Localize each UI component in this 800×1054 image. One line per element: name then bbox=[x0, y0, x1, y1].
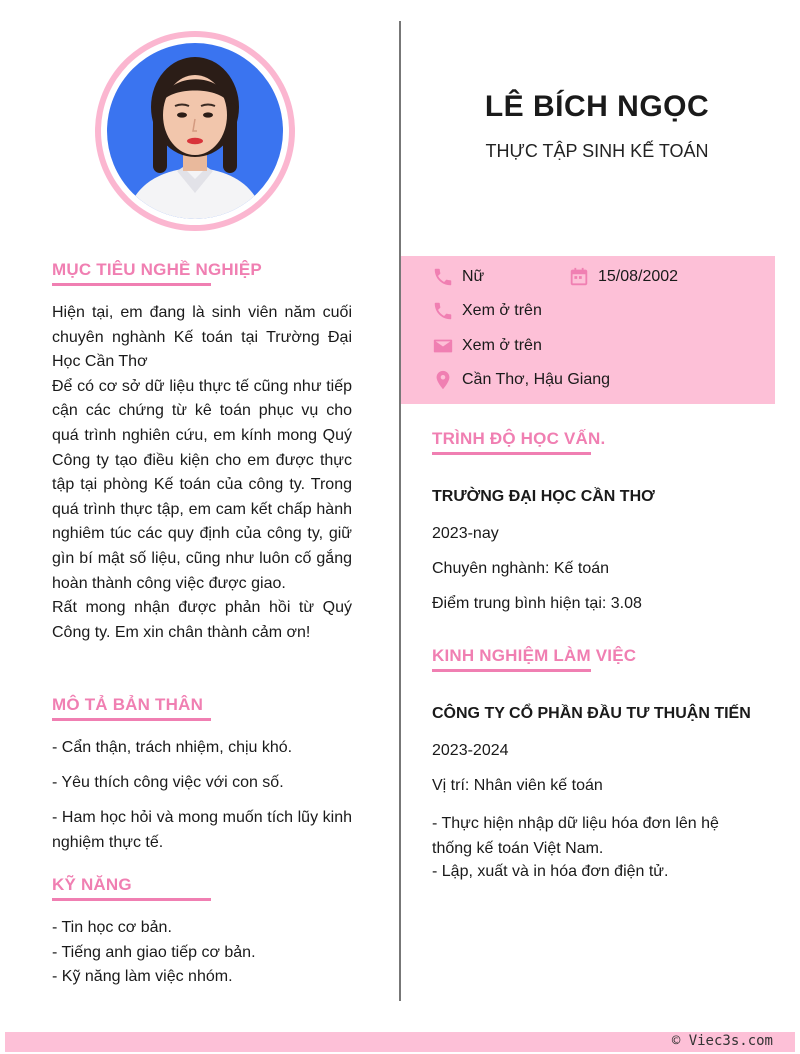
birthdate-value: 15/08/2002 bbox=[598, 268, 679, 285]
career-goal-paragraph: Hiện tại, em đang là sinh viên năm cuối chuyên nghành Kế toán tại Trường Đại Học Cần Thơ bbox=[52, 304, 352, 371]
self-description-underline bbox=[52, 718, 211, 721]
avatar bbox=[95, 31, 295, 231]
phone-icon bbox=[432, 300, 454, 322]
gender-value: Nữ bbox=[462, 268, 485, 285]
skills-heading: KỸ NĂNG bbox=[52, 875, 132, 894]
contact-gender bbox=[432, 266, 484, 288]
career-goal-underline bbox=[52, 283, 211, 286]
experience-period: 2023-2024 bbox=[432, 742, 509, 759]
self-description-item: - Ham học hỏi và mong muốn tích lũy kinh nghiệm thực tế. bbox=[52, 809, 352, 851]
career-goal-text bbox=[52, 301, 352, 645]
contact-birthdate bbox=[568, 266, 678, 288]
skill-item: - Tin học cơ bản. bbox=[52, 919, 172, 936]
contact-box bbox=[401, 256, 775, 404]
career-goal-paragraph: Để có cơ sở dữ liệu thực tế cũng như tiếp cận các chứng từ kê toán phục vụ cho quá trình nghiên cứu, em kính mong Quý Công ty tạo điều kiện cho em được thực tập tại phòng Kế toán của công ty. Trong quá trình thực tập, em cam kết chấp hành nghiêm túc các quy định của công ty, giữ gìn bí mật số liệu, cũng như luôn cố gắng hoàn thành công việc được giao. bbox=[52, 377, 352, 592]
address-value: Cần Thơ, Hậu Giang bbox=[462, 371, 611, 388]
skill-item: - Tiếng anh giao tiếp cơ bản. bbox=[52, 944, 256, 961]
career-goal-heading: MỤC TIÊU NGHỀ NGHIỆP bbox=[52, 260, 262, 279]
education-gpa: Điểm trung bình hiện tại: 3.08 bbox=[432, 595, 642, 612]
company-name: CÔNG TY CỔ PHẦN ĐẦU TƯ THUẬN TIẾN bbox=[432, 705, 751, 722]
column-divider bbox=[399, 21, 401, 1001]
self-description-item: - Cẩn thận, trách nhiệm, chịu khó. bbox=[52, 739, 293, 756]
education-underline bbox=[432, 452, 591, 455]
location-icon bbox=[432, 369, 454, 391]
calendar-icon bbox=[568, 266, 590, 288]
phone-icon bbox=[432, 266, 454, 288]
profile-photo bbox=[107, 43, 283, 219]
self-description-heading: MÔ TẢ BẢN THÂN bbox=[52, 695, 204, 714]
email-value: Xem ở trên bbox=[462, 337, 542, 354]
career-goal-paragraph: Rất mong nhận được phản hồi từ Quý Công ty. Em xin chân thành cảm ơn! bbox=[52, 599, 352, 641]
experience-duty: - Lập, xuất và in hóa đơn điện tử. bbox=[432, 863, 669, 880]
email-icon bbox=[432, 335, 454, 357]
experience-heading: KINH NGHIỆM LÀM VIỆC bbox=[432, 646, 637, 665]
skill-item: - Kỹ năng làm việc nhóm. bbox=[52, 968, 233, 985]
school-name: TRƯỜNG ĐẠI HỌC CẦN THƠ bbox=[432, 488, 655, 505]
experience-position: Vị trí: Nhân viên kế toán bbox=[432, 777, 603, 794]
experience-underline bbox=[432, 669, 591, 672]
skills-underline bbox=[52, 898, 211, 901]
candidate-name: LÊ BÍCH NGỌC bbox=[484, 90, 710, 123]
phone-value: Xem ở trên bbox=[462, 302, 542, 319]
contact-email bbox=[432, 335, 542, 357]
education-major: Chuyên nghành: Kế toán bbox=[432, 560, 610, 577]
candidate-role: THỰC TẬP SINH KẾ TOÁN bbox=[485, 141, 709, 161]
footer-bar bbox=[5, 1032, 795, 1052]
contact-address bbox=[432, 369, 610, 391]
education-period: 2023-nay bbox=[432, 525, 499, 542]
experience-duty: - Thực hiện nhập dữ liệu hóa đơn lên hệ thống kế toán Việt Nam. bbox=[432, 815, 719, 857]
self-description-item: - Yêu thích công việc với con số. bbox=[52, 774, 284, 791]
footer-copyright: © Viec3s.com bbox=[671, 1033, 773, 1049]
education-heading: TRÌNH ĐỘ HỌC VẤN. bbox=[432, 429, 606, 448]
contact-phone bbox=[432, 300, 542, 322]
